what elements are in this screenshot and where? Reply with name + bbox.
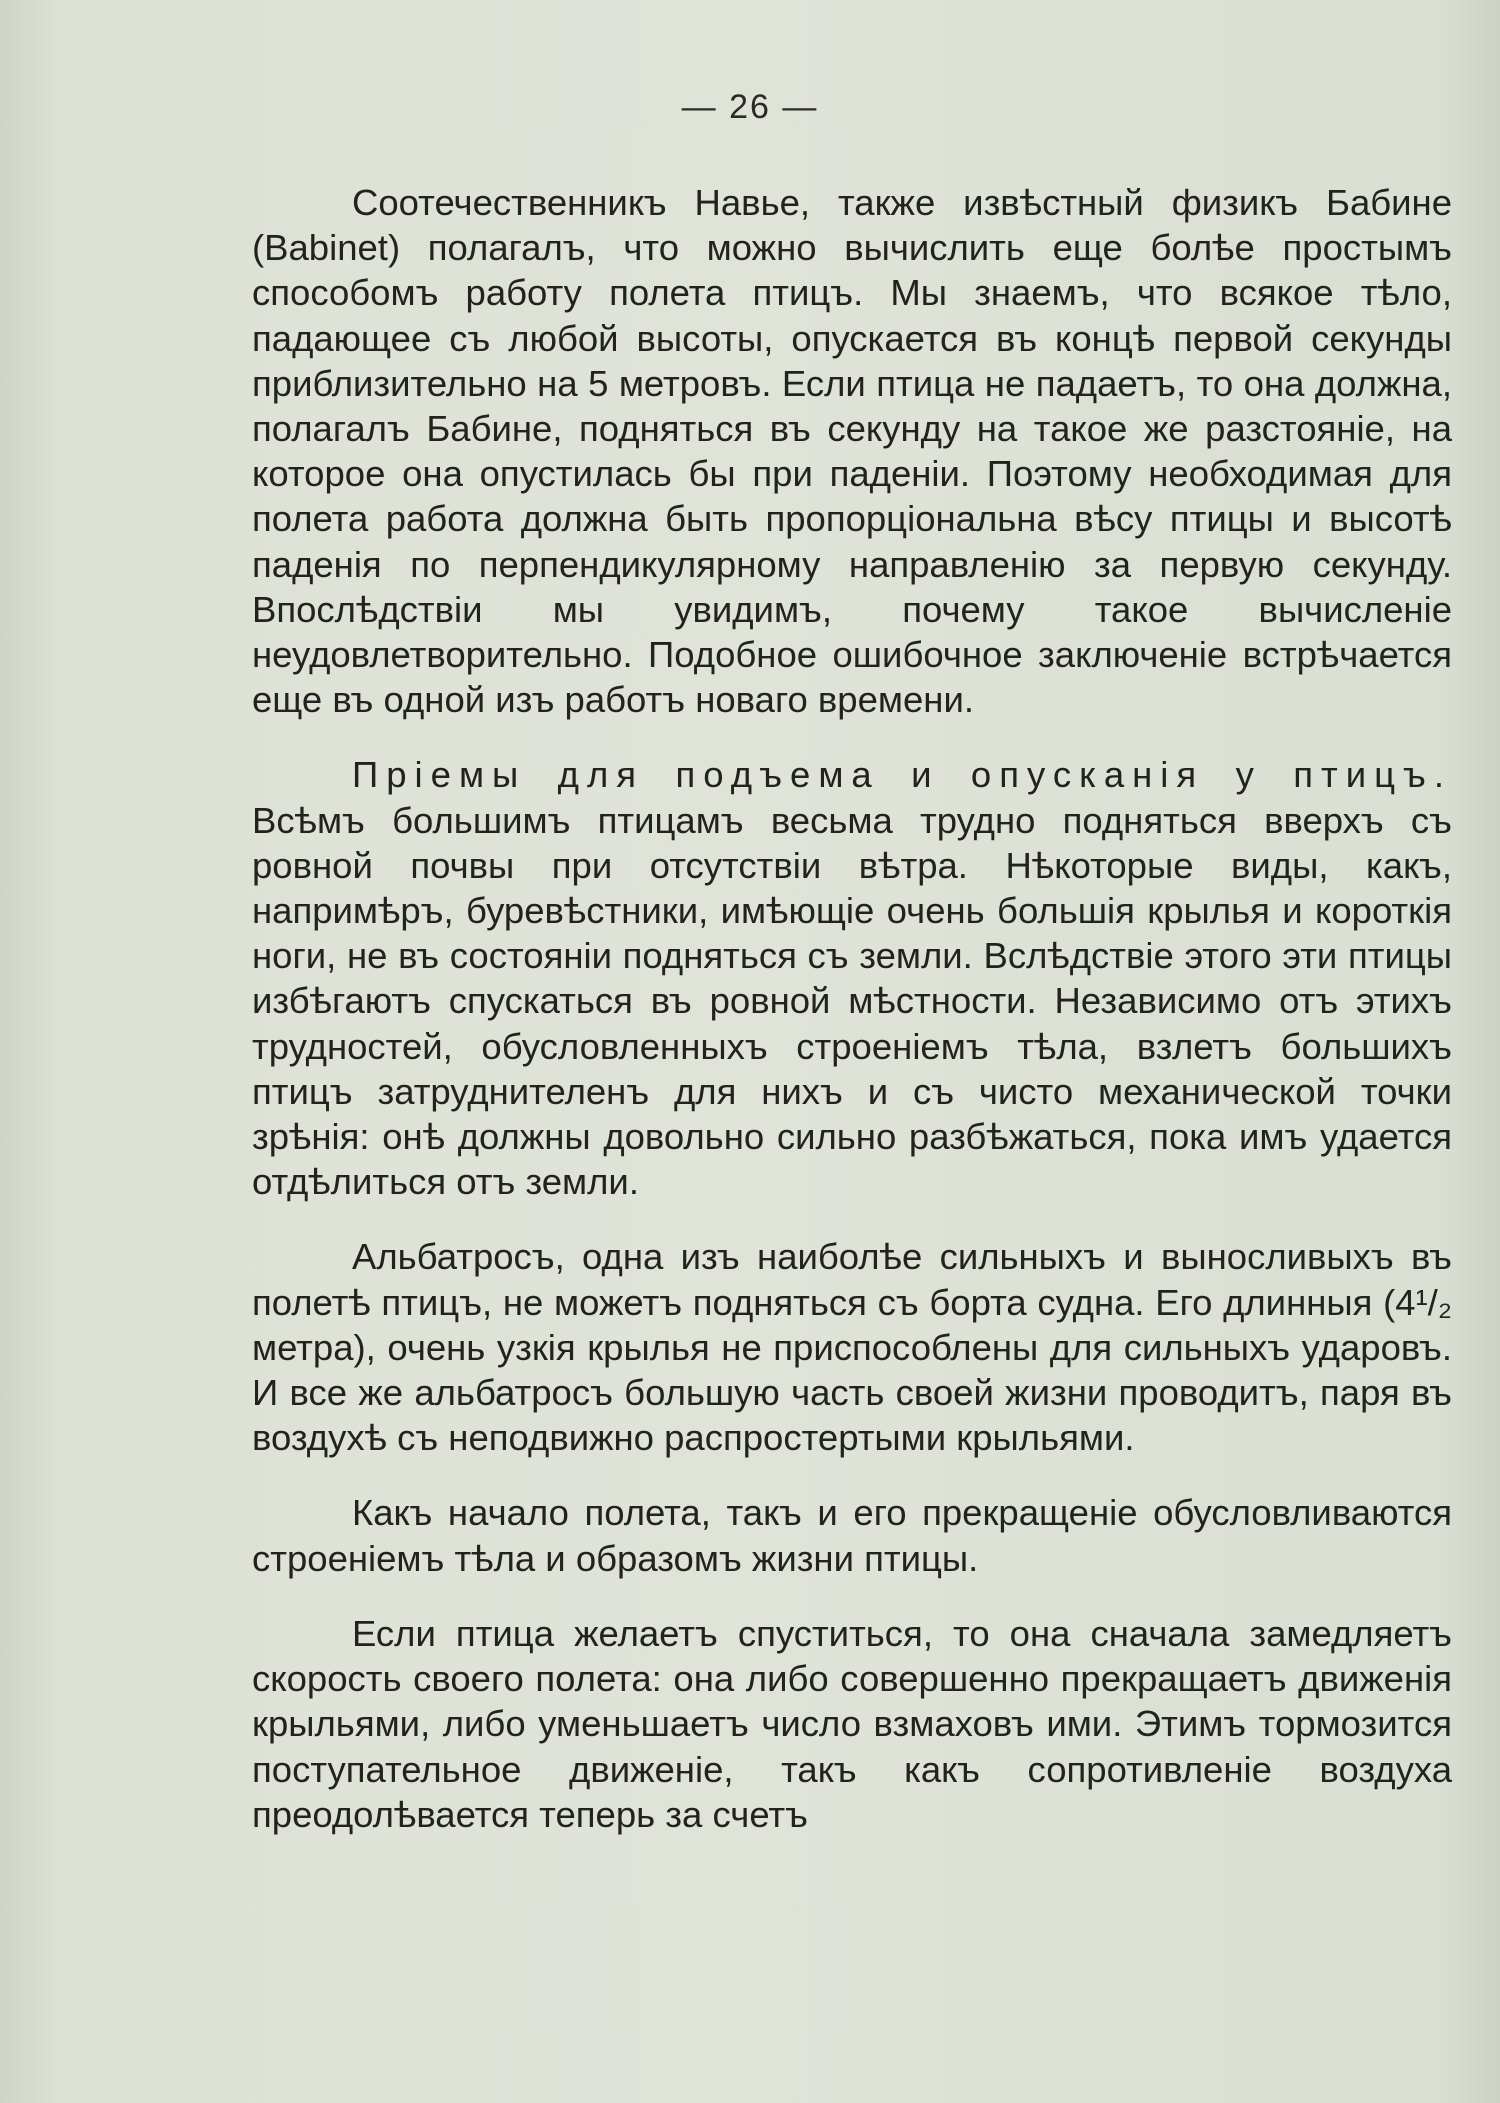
section-heading: Пріемы для подъема и опусканія у птицъ.	[352, 754, 1452, 796]
paragraph-descent: Если птица желаетъ спуститься, то она сначала замедляетъ скорость своего полета: она либо совершенно прекращаетъ движенія крыльями, либо уменьшаетъ число взмаховъ ими. Этимъ тормозится поступательное движеніе, такъ какъ сопротивленіе воздуха преодолѣвается теперь за счетъ	[252, 1612, 1452, 1835]
paragraph-takeoff-text: Всѣмъ большимъ птицамъ весьма трудно подняться вверхъ съ ровной почвы при отсутствіи вѣтра. Нѣкоторые виды, какъ, напримѣръ, буревѣстники, имѣющіе очень большія крылья и короткія ноги, не въ состояніи подняться съ земли. Вслѣдствіе этого эти птицы избѣгаютъ спускаться въ ровной мѣстности. Независимо отъ этихъ трудностей, обусловленныхъ строеніемъ тѣла, взлетъ большихъ птицъ затруднителенъ для нихъ и съ чисто механической точки зрѣнія: онѣ должны довольно сильно разбѣжаться, пока имъ удается отдѣлиться отъ земли.	[252, 799, 1452, 1203]
page-number: — 26 —	[681, 88, 819, 126]
paragraph-start-stop: Какъ начало полета, такъ и его прекращеніе обусловливаются строеніемъ тѣла и образомъ жизни птицы.	[252, 1492, 1452, 1579]
paragraph-takeoff	[252, 752, 1452, 1204]
paragraph-babinet: Соотечественникъ Навье, также извѣстный физикъ Бабине (Babinet) полагалъ, что можно вычислить еще болѣе простымъ способомъ работу полета птицъ. Мы знаемъ, что всякое тѣло, падающее съ любой высоты, опускается въ концѣ первой секунды приблизительно на 5 метровъ. Если птица не падаетъ, то она должна, полагалъ Бабине, подняться въ секунду на такое же разстояніе, на которое она опустилась бы при паденіи. Поэтому необходимая для полета работа должна быть пропорціональна вѣсу птицы и высотѣ паденія по перпендикулярному направленію за первую секунду. Впослѣдствіи мы увидимъ, почему такое вычисленіе неудовлетворительно. Подобное ошибочное заключеніе встрѣчается еще въ одной изъ работъ новаго времени.	[252, 182, 1452, 721]
paragraph-albatross: Альбатросъ, одна изъ наиболѣе сильныхъ и выносливыхъ въ полетѣ птицъ, не можетъ подняться съ борта судна. Его длинныя (4¹/₂ метра), очень узкія крылья не приспособлены для сильныхъ ударовъ. И все же альбатросъ большую часть своей жизни проводитъ, паря въ воздухѣ съ неподвижно распростертыми крыльями.	[252, 1236, 1452, 1459]
body-text	[252, 180, 1452, 1867]
